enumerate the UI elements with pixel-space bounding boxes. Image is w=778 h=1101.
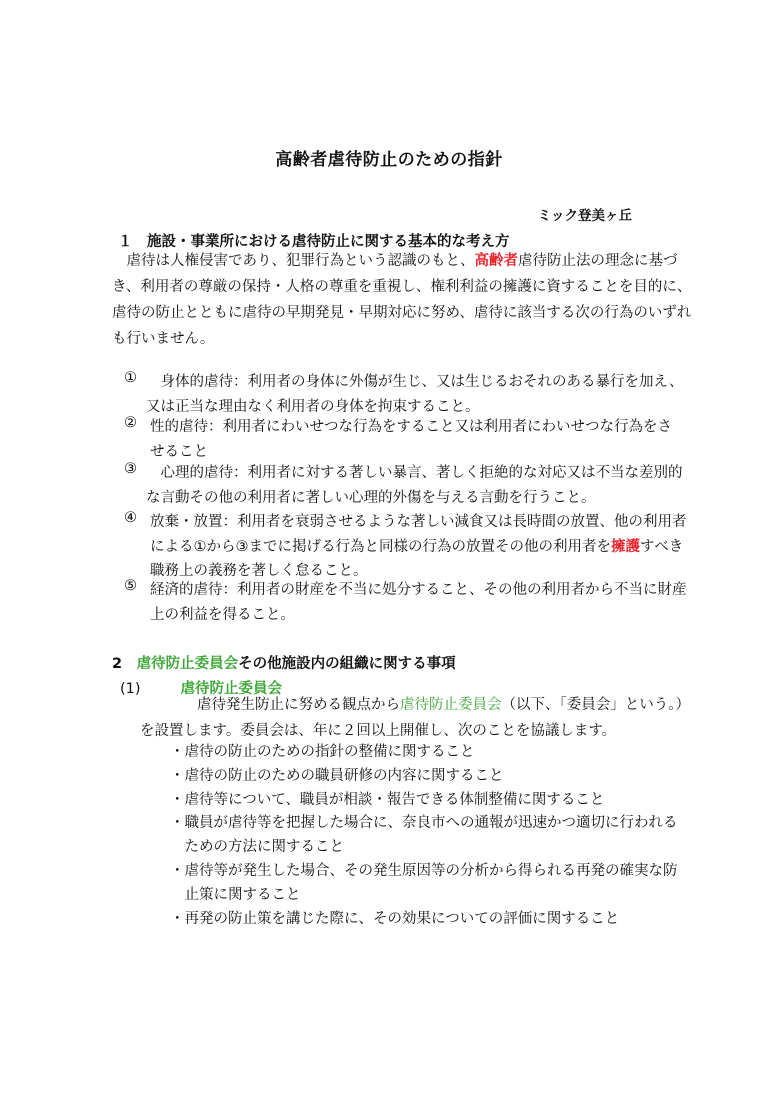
committee-paragraph: 虐待発生防止に努める観点から虐待防止委員会（以下、「委員会」という。） を設置します。委員会は、年に２回以上開催し、次のことを協議します。 — [140, 697, 690, 739]
list-item-cont: 止策に関すること — [170, 886, 301, 903]
item-number: ④ — [124, 510, 137, 526]
author-name: ミック登美ヶ丘 — [537, 208, 632, 224]
section-1-intro — [112, 248, 692, 352]
section-1-heading: １ 施設・事業所における虐待防止に関する基本的な考え方 — [118, 234, 510, 250]
item-number: ③ — [124, 461, 137, 477]
list-item: ・虐待等が発生した場合、その発生原因等の分析から得られる再発の確実な防 — [170, 862, 678, 879]
item-number: ⑤ — [124, 578, 137, 594]
intro-line-3: 虐待の防止とともに虐待の早期発見・早期対応に努め、虐待に該当する次の行為のいずれ — [112, 305, 692, 321]
highlight-committee: 虐待防止委員会 — [136, 656, 239, 672]
page-title: 高齢者虐待防止のための指針 — [275, 150, 503, 170]
list-item: ・再発の防止策を講じた際に、その効果についての評価に関すること — [170, 910, 620, 927]
list-item: ・職員が虐待等を把握した場合に、奈良市への通報が迅速かつ適切に行われる — [170, 815, 678, 832]
list-item-cont: ための方法に関すること — [170, 839, 344, 856]
document-page: 高齢者虐待防止のための指針 ミック登美ヶ丘 １ 施設・事業所における虐待防止に関する基本的な考え方 虐待は人権侵害であり、犯罪行為という認識のもと、高齢者虐待防止法の理念に基づ き、利用者の尊厳の保持・人格の尊重を重視し、権利利益の擁護に資することを目的に、 虐待の防止とともに虐待の早期発見・早期対応に努め、虐待に該当する次の行為のいずれ も行いません。 ① 身体的虐待：利用者の身体に外傷が生じ、又は生じるおそれのある暴行を加え、 又は正当な理由なく利用者の身体を拘束すること。 ② 性的虐待：利用者にわいせつな行為をすること又は利用者にわいせつな行為をさ せること ③ 心理的虐待：利用者に対する著しい暴言、著しく拒絶的な対応又は不当な差別的 な言動その他の利用者に著しい心理的外傷を与える言動を行うこと。 ④ 放棄・放置：利用者を衰弱させるような著しい減食又は長時間の放置、他の利用者 による①から③までに掲げる行為と同様の行為の放置その他の利用者を擁護すべき 職務上の義務を著しく怠ること。 ⑤ 経済的虐待：利用者の財産を不当に処分すること、その他の利用者から不当に財産 上の利益を得ること。 2 虐待防止委員会その他施設内の組織に関する事項 (1) 虐待防止委員会 虐待発生防止に努める観点から虐待防止委員会（以下、「委員会」という。） を設置します。委員会は、年に２回以上開催し、次のことを協議します。 ・虐待の防止のための指針の整備に関すること ・虐待の防止のための職員研修の内容に関すること ・虐待等について、職員が相談・報告できる体制整備に関すること ・職員が虐待等を把握した場合に、奈良市への通報が迅速かつ適切に行われる ための方法に関すること ・虐待等が発生した場合、その発生原因等の分析から得られる再発の確実な防 止策に関すること ・再発の防止策を講じた際に、その効果についての評価に関すること — [0, 0, 778, 1101]
subsection-1-heading: (1) 虐待防止委員会 — [120, 681, 283, 697]
list-item: ・虐待の防止のための職員研修の内容に関すること — [170, 767, 504, 784]
highlight-advocacy: 擁護 — [611, 538, 640, 555]
item-number: ① — [124, 370, 137, 386]
intro-line-1: 虐待は人権侵害であり、犯罪行為という認識のもと、高齢者虐待防止法の理念に基づ — [126, 253, 678, 269]
section-2-heading: 2 虐待防止委員会その他施設内の組織に関する事項 — [112, 656, 456, 672]
item-number: ② — [124, 415, 137, 431]
intro-line-2: き、利用者の尊厳の保持・人格の尊重を重視し、権利利益の擁護に資することを目的に、 — [112, 279, 692, 295]
intro-line-4: も行いません。 — [112, 331, 215, 347]
highlight-elderly: 高齢者 — [474, 253, 518, 269]
list-item: ・虐待の防止のための指針の整備に関すること — [170, 744, 475, 760]
agenda-list — [170, 741, 678, 931]
list-item: ・虐待等について、職員が相談・報告できる体制整備に関すること — [170, 791, 605, 808]
